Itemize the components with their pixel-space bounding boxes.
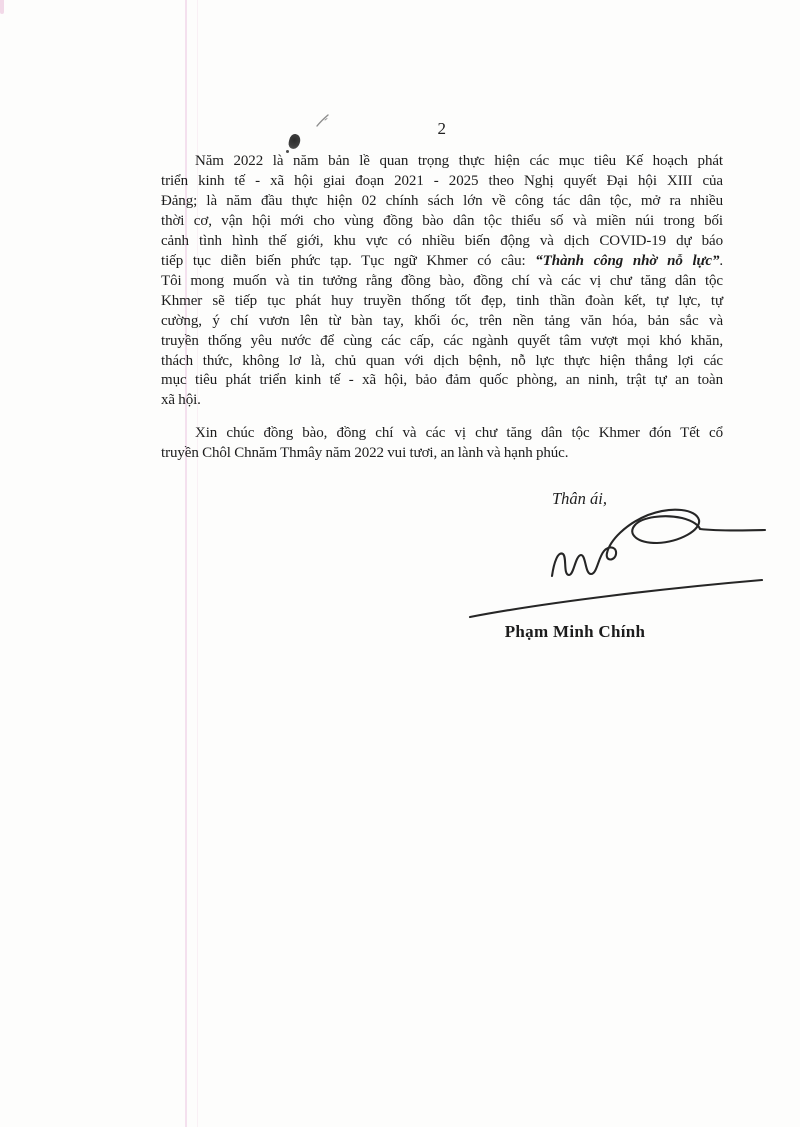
page-number: 2	[437, 119, 447, 138]
letter-line: tiếp tục diễn biến phức tạp. Tục ngữ Khmer có câu: “Thành công nhờ nỗ lực”.	[161, 252, 724, 269]
letter-line: triển kinh tế - xã hội giai đoạn 2021 - 2025 theo Nghị quyết Đại hội XIII của	[161, 172, 723, 189]
scan-scratch-mark	[316, 114, 330, 128]
letter-line: Tôi mong muốn và tin tưởng rằng đồng bào, đồng chí và các vị chư tăng dân tộc	[161, 272, 723, 289]
letter-line: cảnh tình hình thế giới, khu vực có nhiều biến động và dịch COVID-19 dự báo	[161, 232, 723, 249]
scan-corner-smudge	[0, 0, 4, 14]
letter-line: truyền thống yêu nước để cùng các cấp, các ngành quyết tâm vượt mọi khó khăn,	[161, 332, 723, 349]
signature	[428, 498, 773, 623]
letter-line: thách thức, không lơ là, chủ quan với dịch bệnh, nỗ lực thực hiện thắng lợi các	[161, 352, 723, 369]
letter-line: cường, ý chí vươn lên từ bàn tay, khối óc, trên nền tảng văn hóa, bản sắc và	[161, 312, 723, 329]
signature-scrawl	[552, 510, 765, 576]
letter-line: truyền Chôl Chnăm Thmây năm 2022 vui tươi, an lành và hạnh phúc.	[161, 445, 569, 462]
letter-line: Năm 2022 là năm bản lề quan trọng thực hiện các mục tiêu Kế hoạch phát	[195, 153, 723, 169]
signer-name: Phạm Minh Chính	[504, 622, 646, 641]
letter-line: mục tiêu phát triển kinh tế - xã hội, bảo đảm quốc phòng, an ninh, trật tự an toàn	[161, 372, 723, 389]
letter-line: thời cơ, vận hội mới cho vùng đồng bào dân tộc thiểu số và miền núi trong bối	[161, 212, 723, 229]
closing-salutation: Thân ái,	[552, 489, 608, 508]
letter-line: xã hội.	[161, 392, 201, 409]
letter-paragraph	[161, 424, 723, 464]
ink-blot	[288, 133, 302, 150]
letter-line: Đảng; là năm đầu thực hiện 02 chính sách lớn về công tác dân tộc, mở ra nhiều	[161, 192, 723, 209]
letter-body	[161, 152, 723, 464]
letter-line: Khmer sẽ tiếp tục phát huy truyền thống tốt đẹp, tinh thần đoàn kết, tự lực, tự	[161, 292, 723, 309]
letter-line: Xin chúc đồng bào, đồng chí và các vị chư tăng dân tộc Khmer đón Tết cổ	[195, 425, 723, 442]
signature-underline	[470, 580, 762, 617]
letter-paragraph	[161, 152, 723, 411]
